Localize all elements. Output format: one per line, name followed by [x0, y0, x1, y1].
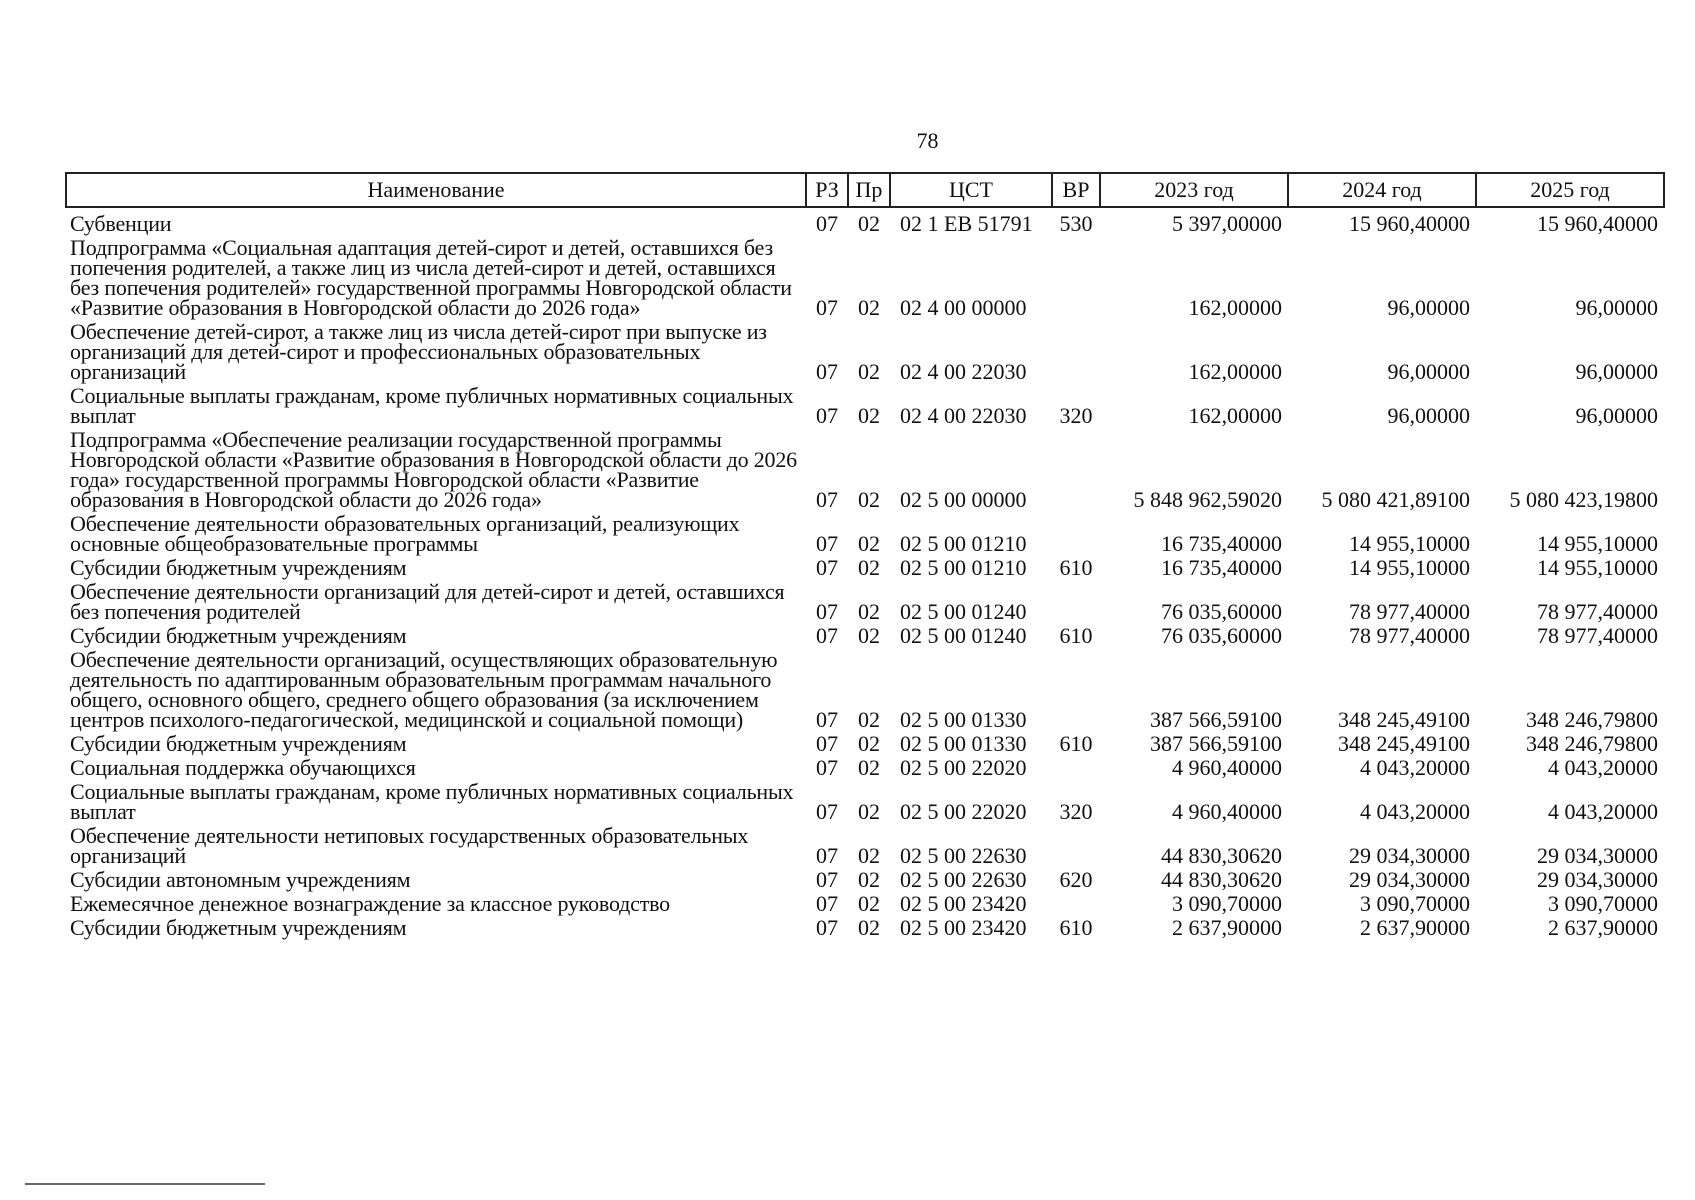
- cell-rz: 07: [816, 531, 838, 556]
- cell-2023: 3 090,70000: [1172, 891, 1282, 916]
- cell-rz: 07: [816, 295, 838, 320]
- cell-2024: 96,00000: [1387, 359, 1470, 384]
- cell-cst: 02 5 00 22630: [900, 867, 1027, 892]
- cell-cst: 02 1 ЕВ 51791: [900, 211, 1033, 236]
- cell-vr: 610: [1059, 915, 1093, 940]
- header-2023: 2023 год: [1100, 173, 1288, 207]
- cell-rz: 07: [816, 599, 838, 624]
- cell-pr: 02: [858, 211, 880, 236]
- cell-vr: [1052, 322, 1100, 386]
- cell-2025: 96,00000: [1575, 295, 1658, 320]
- cell-vr: [1052, 514, 1100, 558]
- cell-cst: 02 5 00 01240: [900, 623, 1027, 648]
- cell-name: Социальные выплаты гражданам, кроме публичных нормативных социальных выплат: [70, 779, 794, 824]
- cell-2025: 29 034,30000: [1537, 867, 1658, 892]
- cell-2024: 348 245,49100: [1338, 731, 1470, 756]
- cell-2025: 3 090,70000: [1548, 891, 1658, 916]
- table-row: [66, 514, 1664, 558]
- cell-2024: 96,00000: [1387, 295, 1470, 320]
- cell-vr: [1052, 430, 1100, 514]
- cell-cst: 02 5 00 22020: [900, 799, 1027, 824]
- page-number: 78: [916, 128, 939, 153]
- cell-cst: 02 5 00 01210: [900, 531, 1027, 556]
- cell-2025: 348 246,79800: [1526, 707, 1658, 732]
- cell-cst: 02 4 00 00000: [900, 295, 1027, 320]
- cell-rz: 07: [816, 487, 838, 512]
- cell-name: Субсидии бюджетным учреждениям: [70, 555, 407, 580]
- table-row: [66, 430, 1664, 514]
- cell-cst: 02 5 00 22630: [900, 843, 1027, 868]
- cell-name: Субсидии бюджетным учреждениям: [70, 915, 407, 940]
- cell-2025: 78 977,40000: [1537, 599, 1658, 624]
- cell-rz: 07: [816, 799, 838, 824]
- table-row: [66, 826, 1664, 870]
- cell-vr: 620: [1059, 867, 1093, 892]
- cell-cst: 02 5 00 23420: [900, 891, 1027, 916]
- cell-2025: 14 955,10000: [1537, 555, 1658, 580]
- cell-name: Субсидии бюджетным учреждениям: [70, 623, 407, 648]
- cell-2023: 162,00000: [1188, 295, 1282, 320]
- cell-cst: 02 5 00 01330: [900, 731, 1027, 756]
- cell-name: Обеспечение деятельности организаций, осуществляющих образовательную деятельность по адаптированным образовательным программам начального общего, основного общего, среднего общего образования (за исключением центров психолого-педагогической, медицинской и социальной помощи): [70, 647, 778, 732]
- cell-vr: 610: [1059, 623, 1093, 648]
- cell-2023: 4 960,40000: [1172, 755, 1282, 780]
- cell-2023: 4 960,40000: [1172, 799, 1282, 824]
- cell-rz: 07: [816, 755, 838, 780]
- cell-2024: 5 080 421,89100: [1321, 487, 1470, 512]
- cell-2025: 96,00000: [1575, 359, 1658, 384]
- cell-pr: 02: [858, 755, 880, 780]
- header-vr: ВР: [1052, 173, 1100, 207]
- cell-2024: 78 977,40000: [1349, 623, 1470, 648]
- table-header: [66, 173, 1664, 207]
- cell-2024: 4 043,20000: [1360, 755, 1470, 780]
- cell-name: Подпрограмма «Социальная адаптация детей-сирот и детей, оставшихся без попечения родителей, а также лиц из числа детей-сирот и детей, оставшихся без попечения родителей» государственной программы Новгородской области «Развитие образования в Новгородской области до 2026 года»: [70, 235, 792, 320]
- cell-name: Субсидии автономным учреждениям: [70, 867, 411, 892]
- cell-name: Обеспечение деятельности образовательных организаций, реализующих основные общеобразовательные программы: [70, 511, 740, 556]
- cell-2024: 78 977,40000: [1349, 599, 1470, 624]
- cell-name: Субсидии бюджетным учреждениям: [70, 731, 407, 756]
- cell-vr: [1052, 238, 1100, 322]
- cell-pr: 02: [858, 359, 880, 384]
- cell-name: Подпрограмма «Обеспечение реализации государственной программы Новгородской области «Развитие образования в Новгородской области до 2026 года» государственной программы Новгородской области «Развитие образования в Новгородской области до 2026 года»: [70, 427, 797, 512]
- cell-rz: 07: [816, 211, 838, 236]
- cell-cst: 02 5 00 22020: [900, 755, 1027, 780]
- cell-vr: [1052, 650, 1100, 734]
- cell-name: Субвенции: [70, 211, 172, 236]
- cell-name: Обеспечение детей-сирот, а также лиц из числа детей-сирот при выпуске из организаций для детей-сирот и профессиональных образовательных организаций: [70, 319, 767, 384]
- cell-rz: 07: [816, 731, 838, 756]
- cell-rz: 07: [816, 867, 838, 892]
- table-row: [66, 322, 1664, 386]
- cell-2024: 29 034,30000: [1349, 867, 1470, 892]
- cell-2023: 162,00000: [1188, 403, 1282, 428]
- header-name: Наименование: [66, 173, 806, 207]
- table-row: [66, 207, 1664, 238]
- cell-2023: 387 566,59100: [1150, 731, 1282, 756]
- header-2025: 2025 год: [1476, 173, 1664, 207]
- budget-table-container: [65, 172, 1665, 942]
- cell-cst: 02 5 00 23420: [900, 915, 1027, 940]
- cell-rz: 07: [816, 359, 838, 384]
- cell-pr: 02: [858, 403, 880, 428]
- cell-cst: 02 5 00 00000: [900, 487, 1027, 512]
- cell-2023: 44 830,30620: [1161, 843, 1282, 868]
- cell-vr: 530: [1059, 211, 1093, 236]
- table-row: [66, 650, 1664, 734]
- table-row: [66, 582, 1664, 626]
- cell-2024: 15 960,40000: [1349, 211, 1470, 236]
- cell-rz: 07: [816, 403, 838, 428]
- cell-pr: 02: [858, 295, 880, 320]
- header-2024: 2024 год: [1288, 173, 1476, 207]
- cell-2024: 348 245,49100: [1338, 707, 1470, 732]
- cell-pr: 02: [858, 915, 880, 940]
- cell-pr: 02: [858, 623, 880, 648]
- cell-2023: 76 035,60000: [1161, 599, 1282, 624]
- cell-vr: 320: [1059, 403, 1093, 428]
- header-rz: РЗ: [806, 173, 848, 207]
- cell-2025: 78 977,40000: [1537, 623, 1658, 648]
- cell-cst: 02 4 00 22030: [900, 403, 1027, 428]
- cell-2025: 5 080 423,19800: [1509, 487, 1658, 512]
- table-row: [66, 386, 1664, 430]
- cell-pr: 02: [858, 891, 880, 916]
- cell-2025: 348 246,79800: [1526, 731, 1658, 756]
- cell-2023: 16 735,40000: [1161, 555, 1282, 580]
- cell-2023: 5 848 962,59020: [1133, 487, 1282, 512]
- cell-vr: [1052, 826, 1100, 870]
- cell-name: Обеспечение деятельности нетиповых государственных образовательных организаций: [70, 823, 749, 868]
- cell-vr: [1052, 758, 1100, 782]
- cell-rz: 07: [816, 891, 838, 916]
- cell-2025: 29 034,30000: [1537, 843, 1658, 868]
- cell-vr: [1052, 582, 1100, 626]
- cell-2025: 14 955,10000: [1537, 531, 1658, 556]
- cell-pr: 02: [858, 731, 880, 756]
- table-body: [66, 207, 1664, 942]
- cell-cst: 02 5 00 01210: [900, 555, 1027, 580]
- cell-pr: 02: [858, 599, 880, 624]
- cell-2024: 4 043,20000: [1360, 799, 1470, 824]
- cell-vr: 610: [1059, 555, 1093, 580]
- cell-rz: 07: [816, 915, 838, 940]
- table-row: [66, 782, 1664, 826]
- cell-2023: 387 566,59100: [1150, 707, 1282, 732]
- cell-vr: 610: [1059, 731, 1093, 756]
- budget-table: [65, 172, 1665, 942]
- cell-cst: 02 5 00 01240: [900, 599, 1027, 624]
- cell-2025: 2 637,90000: [1548, 915, 1658, 940]
- cell-vr: 320: [1059, 799, 1093, 824]
- cell-2025: 15 960,40000: [1537, 211, 1658, 236]
- cell-rz: 07: [816, 623, 838, 648]
- footnote-divider: [25, 1183, 265, 1185]
- cell-pr: 02: [858, 487, 880, 512]
- cell-name: Ежемесячное денежное вознаграждение за классное руководство: [70, 891, 670, 916]
- cell-pr: 02: [858, 843, 880, 868]
- cell-2023: 76 035,60000: [1161, 623, 1282, 648]
- cell-name: Обеспечение деятельности организаций для детей-сирот и детей, оставшихся без попечения родителей: [70, 579, 785, 624]
- cell-pr: 02: [858, 531, 880, 556]
- cell-2024: 14 955,10000: [1349, 555, 1470, 580]
- cell-2024: 14 955,10000: [1349, 531, 1470, 556]
- cell-2024: 3 090,70000: [1360, 891, 1470, 916]
- cell-name: Социальная поддержка обучающихся: [70, 755, 416, 780]
- cell-2023: 5 397,00000: [1172, 211, 1282, 236]
- cell-2024: 96,00000: [1387, 403, 1470, 428]
- cell-2025: 4 043,20000: [1548, 799, 1658, 824]
- cell-2024: 29 034,30000: [1349, 843, 1470, 868]
- cell-2024: 2 637,90000: [1360, 915, 1470, 940]
- cell-rz: 07: [816, 707, 838, 732]
- header-cst: ЦСТ: [890, 173, 1052, 207]
- cell-pr: 02: [858, 799, 880, 824]
- cell-rz: 07: [816, 555, 838, 580]
- cell-pr: 02: [858, 707, 880, 732]
- cell-name: Социальные выплаты гражданам, кроме публичных нормативных социальных выплат: [70, 383, 794, 428]
- cell-pr: 02: [858, 867, 880, 892]
- cell-pr: 02: [858, 555, 880, 580]
- cell-rz: 07: [816, 843, 838, 868]
- cell-cst: 02 4 00 22030: [900, 359, 1027, 384]
- table-row: [66, 918, 1664, 942]
- header-pr: Пр: [848, 173, 890, 207]
- cell-2023: 2 637,90000: [1172, 915, 1282, 940]
- cell-2023: 162,00000: [1188, 359, 1282, 384]
- cell-2025: 4 043,20000: [1548, 755, 1658, 780]
- cell-2023: 44 830,30620: [1161, 867, 1282, 892]
- cell-2023: 16 735,40000: [1161, 531, 1282, 556]
- table-row: [66, 238, 1664, 322]
- cell-cst: 02 5 00 01330: [900, 707, 1027, 732]
- cell-2025: 96,00000: [1575, 403, 1658, 428]
